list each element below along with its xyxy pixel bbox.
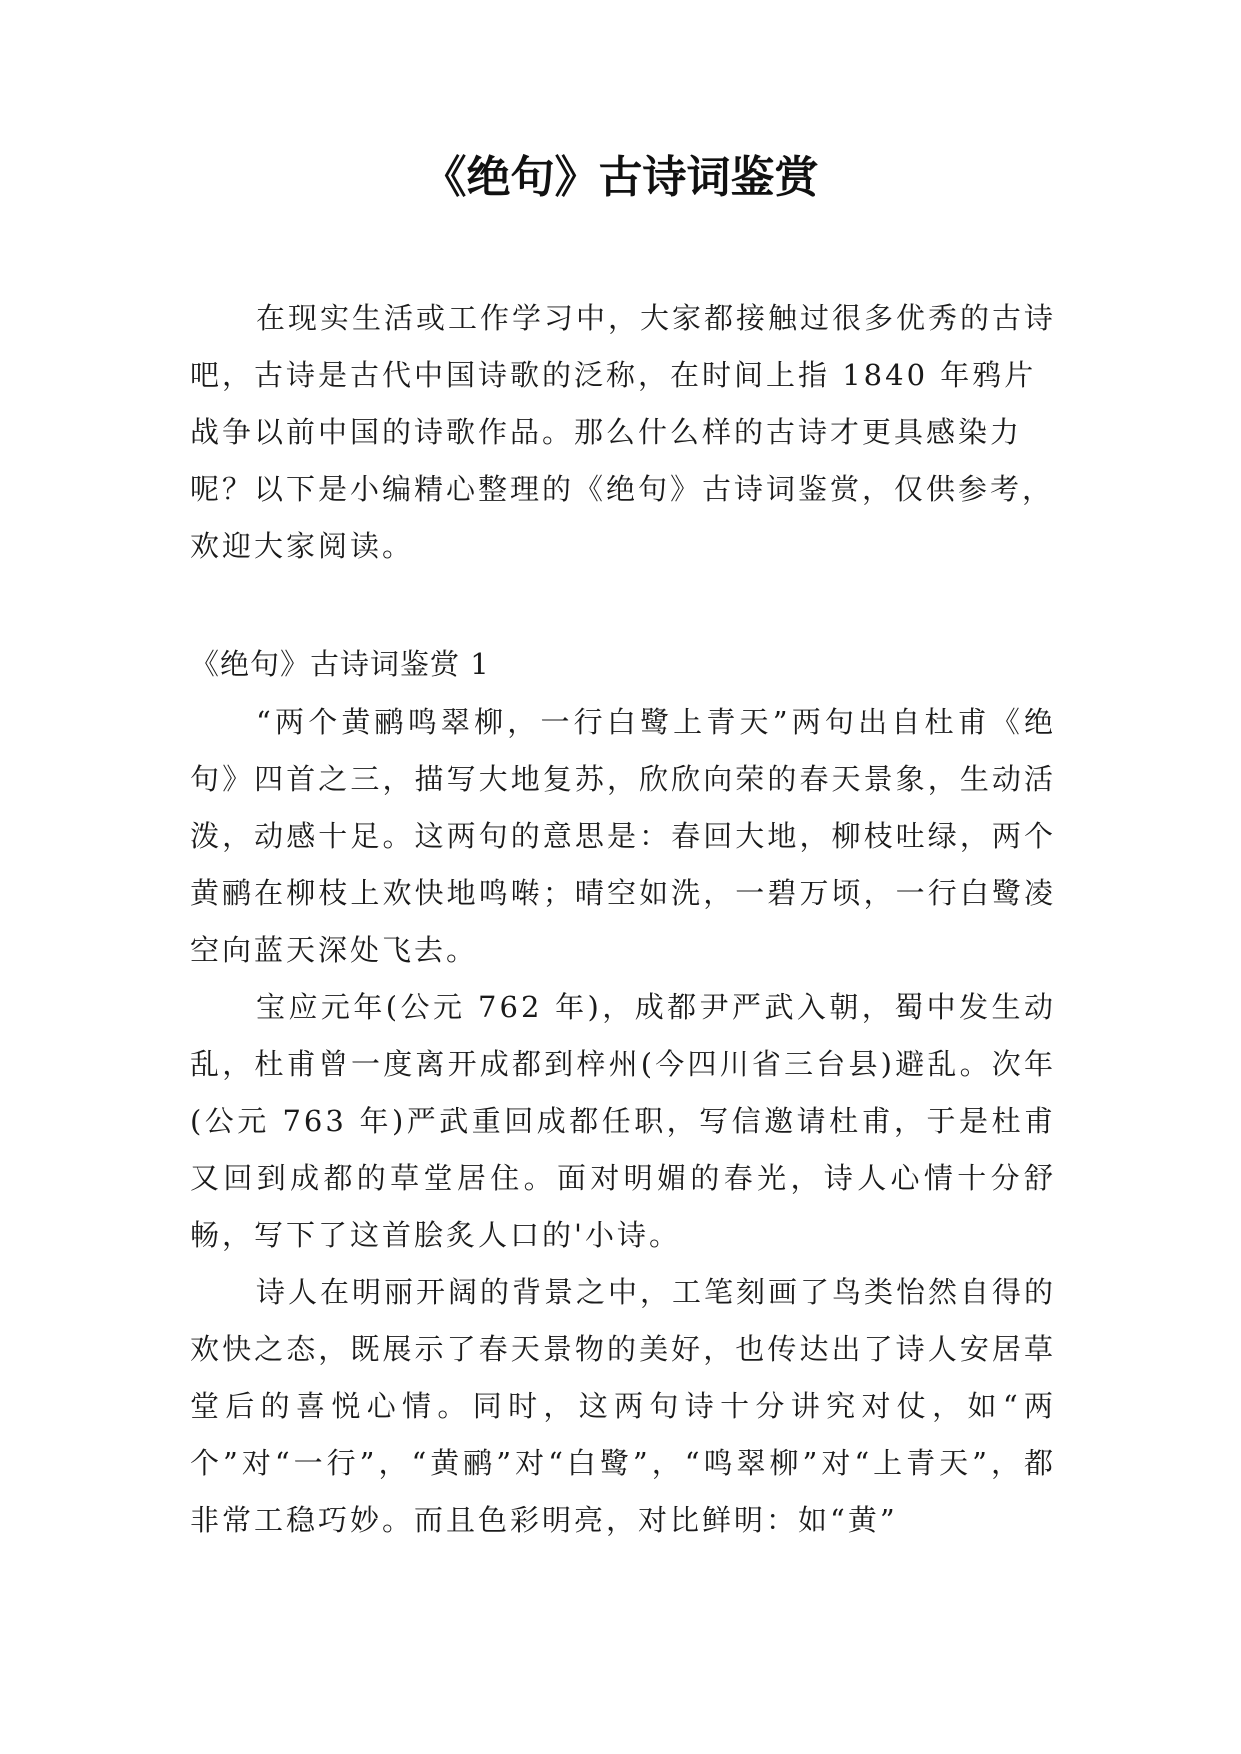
section-body — [190, 694, 1056, 1549]
section-paragraph: 宝应元年(公元 762 年)，成都尹严武入朝，蜀中发生动乱，杜甫曾一度离开成都到梓州(今四川省三台县)避乱。次年(公元 763 年)严武重回成都任职，写信邀请杜甫，于是杜甫又回到成都的草堂居住。面对明媚的春光，诗人心情十分舒畅，写下了这首脍炙人口的'小诗。 — [190, 990, 1056, 1252]
intro-paragraph: 在现实生活或工作学习中，大家都接触过很多优秀的古诗吧，古诗是古代中国诗歌的泛称，在时间上指 1840 年鸦片战争以前中国的诗歌作品。那么什么样的古诗才更具感染力呢？以下是小编精心整理的《绝句》古诗词鉴赏，仅供参考，欢迎大家阅读。 — [190, 301, 1057, 563]
section-paragraph: “两个黄鹂鸣翠柳，一行白鹭上青天”两句出自杜甫《绝句》四首之三，描写大地复苏，欣欣向荣的春天景象，生动活泼，动感十足。这两句的意思是：春回大地，柳枝吐绿，两个黄鹂在柳枝上欢快地鸣啭；晴空如洗，一碧万顷，一行白鹭凌空向蓝天深处飞去。 — [190, 705, 1056, 967]
page-title: 《绝句》古诗词鉴赏 — [422, 152, 819, 203]
section-heading: 《绝句》古诗词鉴赏 1 — [190, 647, 490, 681]
section-paragraph: 诗人在明丽开阔的背景之中，工笔刻画了鸟类怡然自得的欢快之态，既展示了春天景物的美好，也传达出了诗人安居草堂后的喜悦心情。同时，这两句诗十分讲究对仗，如“两个”对“一行”，“黄鹂”对“白鹭”，“鸣翠柳”对“上青天”，都非常工稳巧妙。而且色彩明亮，对比鲜明：如“黄” — [190, 1275, 1057, 1537]
